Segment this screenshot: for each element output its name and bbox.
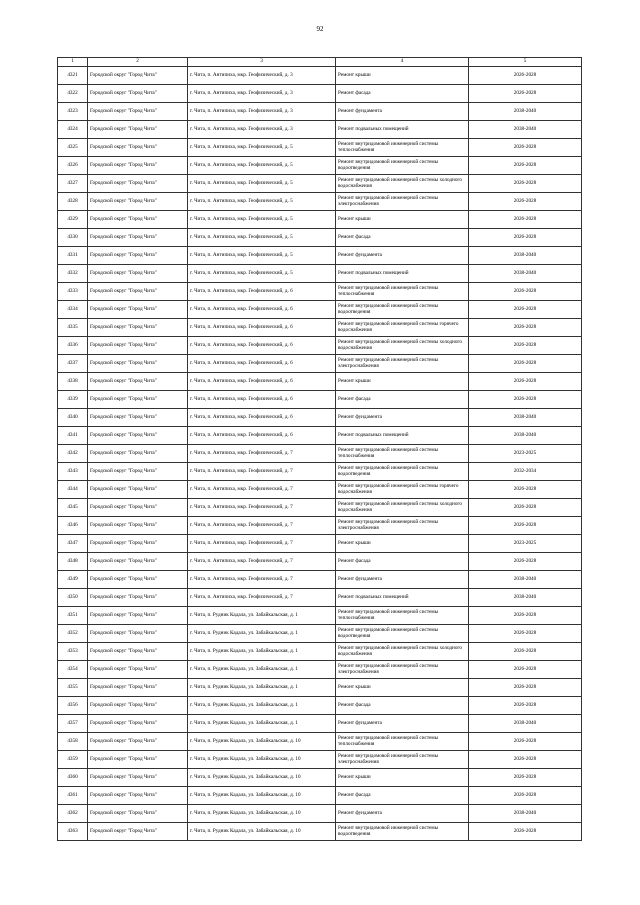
address-cell: г. Чита, п. Рудник Кадала, ул. Забайкальская, д. 10 [188,751,336,769]
row-number-cell: 4363 [58,823,88,841]
period-cell: 2032-2034 [469,463,582,481]
period-cell: 2026-2028 [469,139,582,157]
row-number-cell: 4354 [58,661,88,679]
table-row [58,157,582,175]
row-number-cell: 4323 [58,103,88,121]
work-type-cell: Ремонт внутридомовой инженерной системы электроснабжения [336,355,469,373]
address-cell: г. Чита, п. Рудник Кадала, ул. Забайкальская, д. 1 [188,715,336,733]
work-type-cell: Ремонт внутридомовой инженерной системы электроснабжения [336,661,469,679]
address-cell: г. Чита, п. Антипиха, мкр. Геофизический, д. 7 [188,589,336,607]
table-row [58,355,582,373]
municipality-cell: Городской округ "Город Чита" [88,823,188,841]
work-type-cell: Ремонт подвальных помещений [336,265,469,283]
work-type-cell: Ремонт фундамента [336,715,469,733]
municipality-cell: Городской округ "Город Чита" [88,427,188,445]
table-row [58,625,582,643]
row-number-cell: 4343 [58,463,88,481]
row-number-cell: 4345 [58,499,88,517]
address-cell: г. Чита, п. Антипиха, мкр. Геофизический, д. 5 [188,175,336,193]
row-number-cell: 4351 [58,607,88,625]
municipality-cell: Городской округ "Город Чита" [88,445,188,463]
period-cell: 2026-2028 [469,175,582,193]
period-cell: 2026-2028 [469,769,582,787]
address-cell: г. Чита, п. Антипиха, мкр. Геофизический, д. 6 [188,391,336,409]
municipality-cell: Городской округ "Город Чита" [88,517,188,535]
row-number-cell: 4337 [58,355,88,373]
municipality-cell: Городской округ "Город Чита" [88,355,188,373]
municipality-cell: Городской округ "Город Чита" [88,499,188,517]
period-cell: 2026-2028 [469,481,582,499]
row-number-cell: 4332 [58,265,88,283]
column-header: 5 [469,58,582,67]
table-row [58,517,582,535]
table-row [58,211,582,229]
work-type-cell: Ремонт внутридомовой инженерной системы теплоснабжения [336,733,469,751]
row-number-cell: 4334 [58,301,88,319]
municipality-cell: Городской округ "Город Чита" [88,319,188,337]
table-row [58,319,582,337]
municipality-cell: Городской округ "Город Чита" [88,229,188,247]
period-cell: 2026-2028 [469,211,582,229]
table-row [58,787,582,805]
work-type-cell: Ремонт фасада [336,391,469,409]
period-cell: 2038-2040 [469,265,582,283]
address-cell: г. Чита, п. Рудник Кадала, ул. Забайкальская, д. 1 [188,625,336,643]
address-cell: г. Чита, п. Антипиха, мкр. Геофизический, д. 7 [188,517,336,535]
work-type-cell: Ремонт крыши [336,67,469,85]
municipality-cell: Городской округ "Город Чита" [88,409,188,427]
municipality-cell: Городской округ "Город Чита" [88,733,188,751]
work-type-cell: Ремонт внутридомовой инженерной системы холодного водоснабжения [336,643,469,661]
address-cell: г. Чита, п. Антипиха, мкр. Геофизический, д. 7 [188,571,336,589]
row-number-cell: 4339 [58,391,88,409]
row-number-cell: 4333 [58,283,88,301]
address-cell: г. Чита, п. Рудник Кадала, ул. Забайкальская, д. 10 [188,769,336,787]
row-number-cell: 4357 [58,715,88,733]
municipality-cell: Городской округ "Город Чита" [88,337,188,355]
period-cell: 2023-2025 [469,535,582,553]
period-cell: 2026-2028 [469,787,582,805]
column-header: 3 [188,58,336,67]
address-cell: г. Чита, п. Рудник Кадала, ул. Забайкальская, д. 10 [188,733,336,751]
row-number-cell: 4342 [58,445,88,463]
municipality-cell: Городской округ "Город Чита" [88,751,188,769]
table-row [58,679,582,697]
period-cell: 2026-2028 [469,319,582,337]
table-row [58,643,582,661]
address-cell: г. Чита, п. Антипиха, мкр. Геофизический, д. 7 [188,463,336,481]
work-type-cell: Ремонт внутридомовой инженерной системы горячего водоснабжения [336,481,469,499]
row-number-cell: 4360 [58,769,88,787]
row-number-cell: 4355 [58,679,88,697]
address-cell: г. Чита, п. Рудник Кадала, ул. Забайкальская, д. 10 [188,823,336,841]
row-number-cell: 4329 [58,211,88,229]
address-cell: г. Чита, п. Антипиха, мкр. Геофизический, д. 7 [188,499,336,517]
period-cell: 2026-2028 [469,679,582,697]
table-row [58,553,582,571]
address-cell: г. Чита, п. Антипиха, мкр. Геофизический, д. 7 [188,553,336,571]
address-cell: г. Чита, п. Антипиха, мкр. Геофизический, д. 7 [188,535,336,553]
table-row [58,175,582,193]
address-cell: г. Чита, п. Антипиха, мкр. Геофизический, д. 3 [188,67,336,85]
row-number-cell: 4353 [58,643,88,661]
column-header: 1 [58,58,88,67]
municipality-cell: Городской округ "Город Чита" [88,193,188,211]
row-number-cell: 4324 [58,121,88,139]
row-number-cell: 4322 [58,85,88,103]
address-cell: г. Чита, п. Антипиха, мкр. Геофизический, д. 6 [188,319,336,337]
municipality-cell: Городской округ "Город Чита" [88,571,188,589]
work-type-cell: Ремонт крыши [336,769,469,787]
address-cell: г. Чита, п. Антипиха, мкр. Геофизический, д. 5 [188,265,336,283]
table-row [58,481,582,499]
work-type-cell: Ремонт фасада [336,787,469,805]
row-number-cell: 4321 [58,67,88,85]
period-cell: 2026-2028 [469,733,582,751]
work-type-cell: Ремонт подвальных помещений [336,121,469,139]
table-header-row [58,58,582,67]
work-type-cell: Ремонт фундамента [336,103,469,121]
period-cell: 2038-2040 [469,247,582,265]
municipality-cell: Городской округ "Город Чита" [88,607,188,625]
municipality-cell: Городской округ "Город Чита" [88,787,188,805]
period-cell: 2026-2028 [469,67,582,85]
address-cell: г. Чита, п. Антипиха, мкр. Геофизический, д. 5 [188,211,336,229]
row-number-cell: 4361 [58,787,88,805]
address-cell: г. Чита, п. Антипиха, мкр. Геофизический, д. 7 [188,481,336,499]
period-cell: 2026-2028 [469,355,582,373]
municipality-cell: Городской округ "Город Чита" [88,769,188,787]
period-cell: 2026-2028 [469,157,582,175]
table-row [58,571,582,589]
address-cell: г. Чита, п. Рудник Кадала, ул. Забайкальская, д. 1 [188,661,336,679]
table-row [58,499,582,517]
municipality-cell: Городской округ "Город Чита" [88,589,188,607]
period-cell: 2038-2040 [469,571,582,589]
address-cell: г. Чита, п. Антипиха, мкр. Геофизический, д. 6 [188,283,336,301]
period-cell: 2026-2028 [469,697,582,715]
row-number-cell: 4327 [58,175,88,193]
table-row [58,121,582,139]
row-number-cell: 4346 [58,517,88,535]
table-row [58,391,582,409]
table-row [58,193,582,211]
municipality-cell: Городской округ "Город Чита" [88,463,188,481]
address-cell: г. Чита, п. Рудник Кадала, ул. Забайкальская, д. 1 [188,643,336,661]
period-cell: 2026-2028 [469,553,582,571]
period-cell: 2026-2028 [469,751,582,769]
period-cell: 2026-2028 [469,337,582,355]
table-row [58,67,582,85]
period-cell: 2038-2040 [469,409,582,427]
municipality-cell: Городской округ "Город Чита" [88,67,188,85]
period-cell: 2026-2028 [469,229,582,247]
table-row [58,589,582,607]
municipality-cell: Городской округ "Город Чита" [88,211,188,229]
period-cell: 2026-2028 [469,643,582,661]
municipality-cell: Городской округ "Город Чита" [88,715,188,733]
period-cell: 2026-2028 [469,193,582,211]
address-cell: г. Чита, п. Антипиха, мкр. Геофизический, д. 5 [188,247,336,265]
row-number-cell: 4335 [58,319,88,337]
work-type-cell: Ремонт внутридомовой инженерной системы водоотведения [336,823,469,841]
municipality-cell: Городской округ "Город Чита" [88,643,188,661]
row-number-cell: 4362 [58,805,88,823]
table-row [58,247,582,265]
table-row [58,103,582,121]
address-cell: г. Чита, п. Антипиха, мкр. Геофизический, д. 5 [188,139,336,157]
row-number-cell: 4352 [58,625,88,643]
municipality-cell: Городской округ "Город Чита" [88,265,188,283]
municipality-cell: Городской округ "Город Чита" [88,625,188,643]
period-cell: 2038-2040 [469,427,582,445]
work-type-cell: Ремонт внутридомовой инженерной системы электроснабжения [336,517,469,535]
municipality-cell: Городской округ "Город Чита" [88,301,188,319]
table-row [58,463,582,481]
work-type-cell: Ремонт внутридомовой инженерной системы холодного водоснабжения [336,337,469,355]
work-type-cell: Ремонт фасада [336,553,469,571]
table-row [58,715,582,733]
page-number: 92 [316,25,324,33]
municipality-cell: Городской округ "Город Чита" [88,553,188,571]
municipality-cell: Городской округ "Город Чита" [88,247,188,265]
work-type-cell: Ремонт фундамента [336,247,469,265]
address-cell: г. Чита, п. Антипиха, мкр. Геофизический, д. 6 [188,373,336,391]
work-type-cell: Ремонт внутридомовой инженерной системы электроснабжения [336,751,469,769]
period-cell: 2026-2028 [469,625,582,643]
table-row [58,337,582,355]
period-cell: 2026-2028 [469,661,582,679]
period-cell: 2026-2028 [469,373,582,391]
row-number-cell: 4328 [58,193,88,211]
period-cell: 2038-2040 [469,589,582,607]
period-cell: 2026-2028 [469,85,582,103]
table-row [58,265,582,283]
table-row [58,283,582,301]
municipality-cell: Городской округ "Город Чита" [88,85,188,103]
table-row [58,535,582,553]
work-type-cell: Ремонт внутридомовой инженерной системы водоотведения [336,625,469,643]
work-type-cell: Ремонт подвальных помещений [336,589,469,607]
table-row [58,445,582,463]
period-cell: 2026-2028 [469,607,582,625]
municipality-cell: Городской округ "Город Чита" [88,805,188,823]
address-cell: г. Чита, п. Антипиха, мкр. Геофизический, д. 5 [188,193,336,211]
address-cell: г. Чита, п. Рудник Кадала, ул. Забайкальская, д. 1 [188,679,336,697]
address-cell: г. Чита, п. Антипиха, мкр. Геофизический, д. 6 [188,337,336,355]
address-cell: г. Чита, п. Антипиха, мкр. Геофизический, д. 6 [188,355,336,373]
municipality-cell: Городской округ "Город Чита" [88,283,188,301]
work-type-cell: Ремонт фундамента [336,805,469,823]
work-type-cell: Ремонт фасада [336,229,469,247]
municipality-cell: Городской округ "Город Чита" [88,175,188,193]
work-type-cell: Ремонт внутридомовой инженерной системы теплоснабжения [336,445,469,463]
row-number-cell: 4326 [58,157,88,175]
work-type-cell: Ремонт крыши [336,373,469,391]
row-number-cell: 4338 [58,373,88,391]
address-cell: г. Чита, п. Антипиха, мкр. Геофизический, д. 3 [188,121,336,139]
address-cell: г. Чита, п. Рудник Кадала, ул. Забайкальская, д. 10 [188,787,336,805]
address-cell: г. Чита, п. Антипиха, мкр. Геофизический, д. 5 [188,157,336,175]
municipality-cell: Городской округ "Город Чита" [88,391,188,409]
row-number-cell: 4325 [58,139,88,157]
work-type-cell: Ремонт крыши [336,535,469,553]
period-cell: 2038-2040 [469,103,582,121]
address-cell: г. Чита, п. Антипиха, мкр. Геофизический, д. 6 [188,301,336,319]
address-cell: г. Чита, п. Антипиха, мкр. Геофизический, д. 3 [188,103,336,121]
table-row [58,697,582,715]
row-number-cell: 4331 [58,247,88,265]
work-type-cell: Ремонт крыши [336,679,469,697]
municipality-cell: Городской округ "Город Чита" [88,139,188,157]
period-cell: 2023-2025 [469,445,582,463]
row-number-cell: 4359 [58,751,88,769]
work-type-cell: Ремонт фундамента [336,409,469,427]
period-cell: 2026-2028 [469,283,582,301]
work-type-cell: Ремонт фасада [336,697,469,715]
row-number-cell: 4344 [58,481,88,499]
work-type-cell: Ремонт внутридомовой инженерной системы теплоснабжения [336,607,469,625]
column-header: 4 [336,58,469,67]
work-type-cell: Ремонт внутридомовой инженерной системы теплоснабжения [336,139,469,157]
work-type-cell: Ремонт внутридомовой инженерной системы теплоснабжения [336,283,469,301]
work-type-cell: Ремонт внутридомовой инженерной системы водоотведения [336,301,469,319]
table-row [58,607,582,625]
address-cell: г. Чита, п. Рудник Кадала, ул. Забайкальская, д. 10 [188,805,336,823]
table-row [58,229,582,247]
address-cell: г. Чита, п. Антипиха, мкр. Геофизический, д. 7 [188,445,336,463]
address-cell: г. Чита, п. Рудник Кадала, ул. Забайкальская, д. 1 [188,697,336,715]
municipality-cell: Городской округ "Город Чита" [88,481,188,499]
data-table [57,57,582,841]
row-number-cell: 4336 [58,337,88,355]
row-number-cell: 4340 [58,409,88,427]
municipality-cell: Городской округ "Город Чита" [88,103,188,121]
period-cell: 2026-2028 [469,391,582,409]
row-number-cell: 4358 [58,733,88,751]
work-type-cell: Ремонт внутридомовой инженерной системы водоотведения [336,157,469,175]
row-number-cell: 4341 [58,427,88,445]
table-row [58,409,582,427]
period-cell: 2026-2028 [469,823,582,841]
row-number-cell: 4347 [58,535,88,553]
municipality-cell: Городской округ "Город Чита" [88,121,188,139]
period-cell: 2038-2040 [469,715,582,733]
table-row [58,139,582,157]
municipality-cell: Городской округ "Город Чита" [88,157,188,175]
row-number-cell: 4349 [58,571,88,589]
table-row [58,373,582,391]
work-type-cell: Ремонт внутридомовой инженерной системы горячего водоснабжения [336,319,469,337]
work-type-cell: Ремонт фасада [336,85,469,103]
work-type-cell: Ремонт внутридомовой инженерной системы водоотведения [336,463,469,481]
table-row [58,301,582,319]
work-type-cell: Ремонт внутридомовой инженерной системы электроснабжения [336,193,469,211]
address-cell: г. Чита, п. Антипиха, мкр. Геофизический, д. 5 [188,229,336,247]
row-number-cell: 4330 [58,229,88,247]
table-row [58,733,582,751]
table-row [58,661,582,679]
work-type-cell: Ремонт крыши [336,211,469,229]
table-row [58,427,582,445]
table-row [58,823,582,841]
work-type-cell: Ремонт фундамента [336,571,469,589]
table-row [58,769,582,787]
period-cell: 2038-2040 [469,805,582,823]
period-cell: 2026-2028 [469,499,582,517]
work-type-cell: Ремонт подвальных помещений [336,427,469,445]
municipality-cell: Городской округ "Город Чита" [88,661,188,679]
table-row [58,751,582,769]
work-type-cell: Ремонт внутридомовой инженерной системы холодного водоснабжения [336,499,469,517]
municipality-cell: Городской округ "Город Чита" [88,679,188,697]
municipality-cell: Городской округ "Город Чита" [88,535,188,553]
address-cell: г. Чита, п. Антипиха, мкр. Геофизический, д. 6 [188,409,336,427]
row-number-cell: 4348 [58,553,88,571]
column-header: 2 [88,58,188,67]
work-type-cell: Ремонт внутридомовой инженерной системы холодного водоснабжения [336,175,469,193]
row-number-cell: 4350 [58,589,88,607]
municipality-cell: Городской округ "Город Чита" [88,697,188,715]
table-row [58,85,582,103]
table-body [58,67,582,841]
address-cell: г. Чита, п. Антипиха, мкр. Геофизический, д. 6 [188,427,336,445]
address-cell: г. Чита, п. Рудник Кадала, ул. Забайкальская, д. 1 [188,607,336,625]
table-row [58,805,582,823]
period-cell: 2038-2040 [469,121,582,139]
period-cell: 2026-2028 [469,301,582,319]
address-cell: г. Чита, п. Антипиха, мкр. Геофизический, д. 3 [188,85,336,103]
row-number-cell: 4356 [58,697,88,715]
period-cell: 2026-2028 [469,517,582,535]
municipality-cell: Городской округ "Город Чита" [88,373,188,391]
